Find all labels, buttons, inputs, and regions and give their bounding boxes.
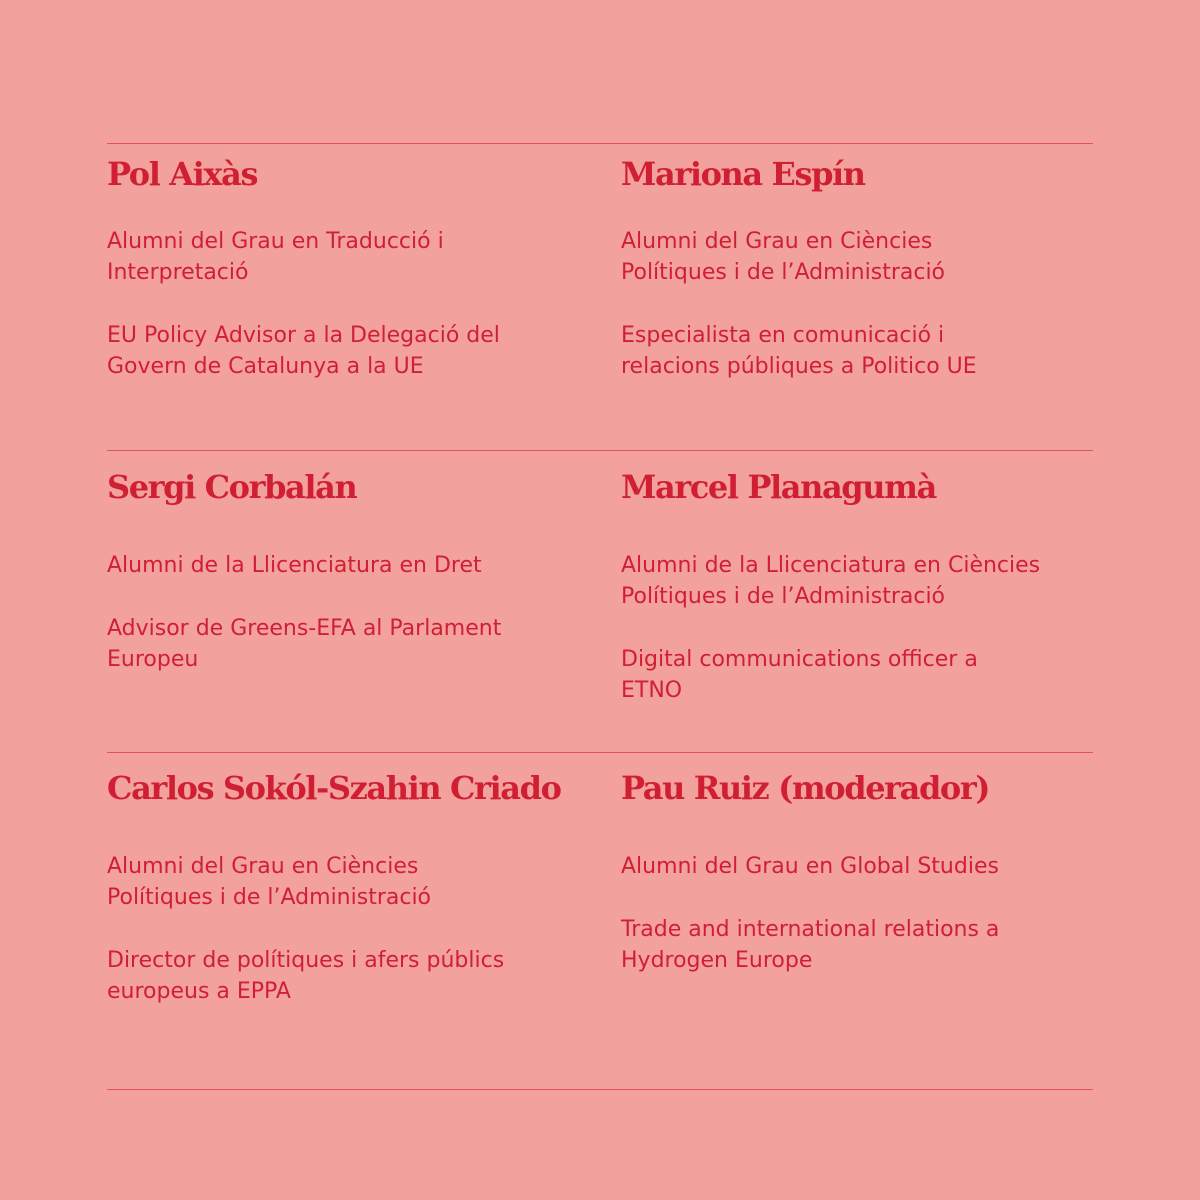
speaker-education: Alumni de la Llicenciatura en Ciències Polítiques i de l’Administració	[621, 553, 1041, 609]
speaker-card-mariona-espin	[621, 154, 1101, 382]
speaker-role: Trade and international relations a Hydrogen Europe	[621, 917, 1000, 973]
divider-row-2	[107, 450, 1093, 451]
speaker-role: Digital communications officer a ETNO	[621, 647, 978, 703]
speaker-card-pau-ruiz	[621, 768, 1101, 976]
speaker-card-marcel-planaguma	[621, 467, 1181, 706]
speaker-education: Alumni del Grau en Ciències Polítiques i de l’Administració	[621, 229, 946, 285]
speaker-role: EU Policy Advisor a la Delegació del Govern de Catalunya a la UE	[107, 323, 500, 379]
speaker-role: Advisor de Greens-EFA al Parlament Europeu	[107, 616, 502, 672]
speaker-name: Pau Ruiz (moderador)	[621, 769, 990, 807]
divider-row-3	[107, 752, 1093, 753]
speaker-name: Mariona Espín	[621, 155, 865, 193]
speaker-card-sergi-corbalan	[107, 467, 587, 675]
speaker-card-carlos-sokol-szahin-criado	[107, 768, 587, 1007]
speaker-role: Director de polítiques i afers públics europeus a EPPA	[107, 948, 505, 1004]
divider-top	[107, 143, 1093, 144]
speaker-education: Alumni del Grau en Traducció i Interpretació	[107, 229, 444, 285]
speaker-education: Alumni del Grau en Global Studies	[621, 854, 999, 879]
speaker-education: Alumni del Grau en Ciències Polítiques i de l’Administració	[107, 854, 432, 910]
speaker-education: Alumni de la Llicenciatura en Dret	[107, 553, 482, 578]
speaker-role: Especialista en comunicació i relacions públiques a Politico UE	[621, 323, 977, 379]
speaker-name: Carlos Sokól-Szahin Criado	[107, 769, 561, 807]
speaker-name: Marcel Planagumà	[621, 468, 936, 506]
divider-bottom	[107, 1089, 1093, 1090]
speaker-name: Pol Aixàs	[107, 155, 258, 193]
speaker-name: Sergi Corbalán	[107, 468, 357, 506]
speaker-card-pol-aixas	[107, 154, 587, 382]
